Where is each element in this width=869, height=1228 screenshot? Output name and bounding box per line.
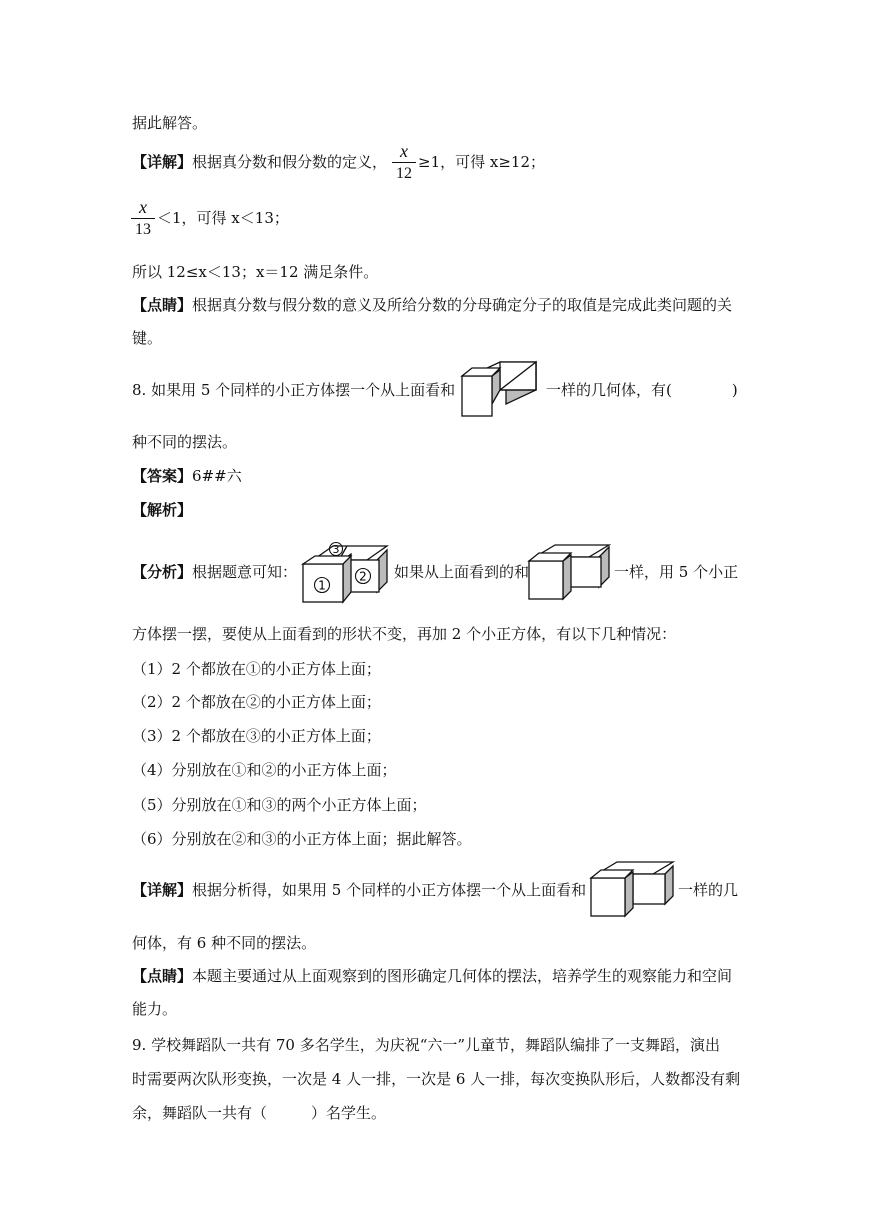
answer-line: 【答案】6##六 (132, 467, 242, 485)
text-line: 种不同的摆法。 (132, 433, 238, 451)
analysis-heading: 【解析】 (132, 501, 193, 519)
detail2-line: 【详解】根据分析得，如果用 5 个同样的小正方体摆一个从上面看和 (132, 881, 587, 899)
text-line: 据此解答。 (132, 114, 208, 132)
analysis-mid: 如果从上面看到的和 (394, 563, 530, 581)
detail-text: 根据真分数和假分数的定义， (192, 153, 388, 171)
text-line: 能力。 (132, 1000, 178, 1018)
text-line: 何体，有 6 种不同的摆法。 (132, 934, 317, 952)
question-8-text: 8. 如果用 5 个同样的小正方体摆一个从上面看和 (132, 381, 456, 399)
cubes-figure-q8 (460, 360, 544, 416)
case-4: （4）分别放在①和②的小正方体上面； (132, 761, 397, 779)
question-8-after: 一样的几何体，有( ) (546, 381, 738, 399)
case-5: （5）分别放在①和③的两个小正方体上面； (132, 796, 427, 814)
text-line: 方体摆一摆，要使从上面看到的形状不变，再加 2 个小正方体，有以下几种情况： (132, 625, 677, 643)
circle-label-2: 2 (359, 569, 367, 584)
detail-tag: 【详解】 (132, 153, 193, 171)
remark-line: 【点睛】根据真分数与假分数的意义及所给分数的分母确定分子的取值是完成此类问题的关 (132, 296, 733, 314)
detail-line (132, 152, 387, 172)
detail2-end: 一样的几 (678, 881, 739, 899)
question-9-line1: 9. 学校舞蹈队一共有 70 多名学生，为庆祝“六一”儿童节，舞蹈队编排了一支舞蹈，演出 (132, 1036, 721, 1054)
numbered-cubes-figure (301, 540, 393, 606)
case-2: （2）2 个都放在②的小正方体上面； (132, 693, 381, 711)
text-line: 所以 12≤x＜13；x＝12 满足条件。 (132, 263, 379, 281)
case-6: （6）分别放在②和③的小正方体上面；据此解答。 (132, 830, 472, 848)
circle-label-1: 1 (318, 578, 326, 593)
circle-label-3: 3 (332, 543, 340, 556)
question-9-line2: 时需要两次队形变换，一次是 4 人一排，一次是 6 人一排，每次变换队形后，人数都没有剩 (132, 1070, 741, 1088)
cubes-figure-detail (589, 860, 677, 918)
question-9-line3: 余，舞蹈队一共有（ ）名学生。 (132, 1104, 387, 1122)
analysis-line: 【分析】根据题意可知： (132, 563, 298, 581)
detail-after: ≥1，可得 x≥12； (418, 153, 545, 171)
text-line: 键。 (132, 329, 163, 347)
fraction-x-13: x 13 (131, 197, 155, 239)
analysis-end: 一样，用 5 个小正 (614, 563, 739, 581)
cubes-figure-analysis (527, 543, 613, 599)
case-3: （3）2 个都放在③的小正方体上面； (132, 727, 381, 745)
fraction-x-12: x 12 (392, 141, 416, 183)
text-line: ＜1，可得 x＜13； (157, 209, 289, 227)
case-1: （1）2 个都放在①的小正方体上面； (132, 660, 381, 678)
remark2-line: 【点睛】本题主要通过从上面观察到的图形确定几何体的摆法，培养学生的观察能力和空间 (132, 967, 733, 985)
